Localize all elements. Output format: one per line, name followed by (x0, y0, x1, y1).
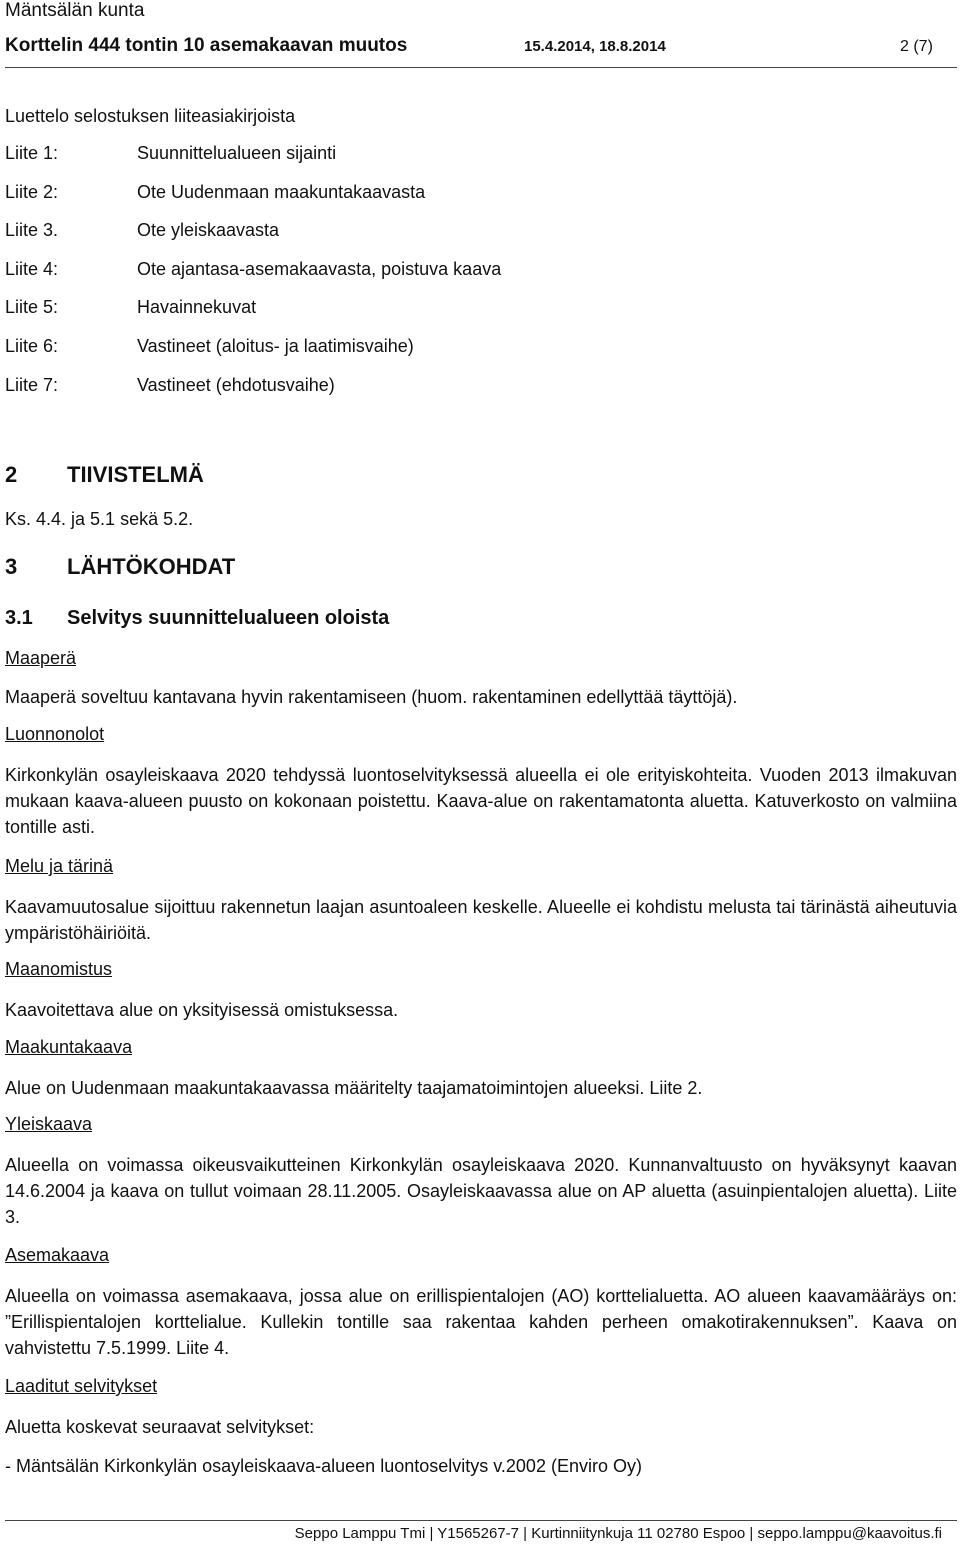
section-number: 3 (5, 554, 18, 579)
appendix-label: Liite 5: (5, 297, 59, 317)
paragraph-detailed-plan: Alueella on voimassa asemakaava, jossa alue on erillispientalojen (AO) korttelialuetta. AO alueen kaavamääräys on: ”Erillispientalojen korttelialue. Kullekin tontille saa rakentaa kahden perheen omakotirakennuksen”. Kaava on vahvistettu 7.5.1999. Liite 4. (5, 1286, 957, 1358)
paragraph-noise: Kaavamuutosalue sijoittuu rakennetun laajan asuntoaleen keskelle. Alueelle ei kohdistu melusta tai tärinästä aiheutuvia ympäristöhäiriöitä. (5, 897, 957, 943)
paragraph-soil: Maaperä soveltuu kantavana hyvin rakentamiseen (huom. rakentaminen edellyttää täyttöjä). (5, 687, 738, 707)
paragraph-master-plan: Alueella on voimassa oikeusvaikutteinen Kirkonkylän osayleiskaava 2020. Kunnanvaltuusto on hyväksynyt kaavan 14.6.2004 ja kaava on tullut voimaan 28.11.2005. Osayleiskaavassa alue on AP aluetta (asuinpientalojen aluetta). Liite 3. (5, 1155, 957, 1227)
section-title: LÄHTÖKOHDAT (67, 554, 236, 579)
subheading-nature: Luonnonolot (5, 724, 105, 744)
section-number: 2 (5, 462, 18, 487)
paragraph-regional-plan: Alue on Uudenmaan maakuntakaavassa määritelty taajamatoimintojen alueeksi. Liite 2. (5, 1078, 703, 1098)
appendix-label: Liite 7: (5, 375, 59, 395)
subheading-master-plan: Yleiskaava (5, 1114, 93, 1134)
appendix-label: Liite 3. (5, 220, 59, 240)
appendix-text: Ote Uudenmaan maakuntakaavasta (137, 182, 426, 202)
section-heading-starting-points (5, 554, 405, 584)
appendix-text: Vastineet (aloitus- ja laatimisvaihe) (137, 336, 414, 356)
paragraph-surveys-intro: Aluetta koskevat seuraavat selvitykset: (5, 1417, 315, 1437)
appendix-list-heading: Luettelo selostuksen liiteasiakirjoista (5, 106, 296, 126)
paragraph-nature: Kirkonkylän osayleiskaava 2020 tehdyssä luontoselvityksessä alueella ei ole erityiskohteita. Vuoden 2013 ilmakuvan mukaan kaava-alueen puusto on kokonaan poistettu. Kaava-alue on rakentamatonta aluetta. Katuverkosto on valmiina tontille asti. (5, 765, 957, 837)
subheading-soil: Maaperä (5, 648, 77, 668)
appendix-text: Suunnittelualueen sijainti (137, 143, 337, 163)
appendix-text: Ote yleiskaavasta (137, 220, 280, 240)
section-number: 3.1 (5, 607, 33, 629)
appendix-label: Liite 6: (5, 336, 59, 356)
section-heading-area-survey (5, 607, 605, 635)
document-dates: 15.4.2014, 18.8.2014 (524, 38, 666, 55)
appendix-text: Vastineet (ehdotusvaihe) (137, 375, 335, 395)
appendix-label: Liite 1: (5, 143, 59, 163)
document-title: Korttelin 444 tontin 10 asemakaavan muutos (5, 35, 408, 56)
page-number: 2 (7) (900, 38, 933, 55)
section-title: Selvitys suunnittelualueen oloista (67, 607, 390, 629)
appendix-label: Liite 4: (5, 259, 59, 279)
header-divider (5, 67, 957, 68)
subheading-noise: Melu ja tärinä (5, 856, 114, 876)
survey-list-item: - Mäntsälän Kirkonkylän osayleiskaava-alueen luontoselvitys v.2002 (Enviro Oy) (5, 1456, 642, 1476)
subheading-land-ownership: Maanomistus (5, 959, 113, 979)
footer-divider (5, 1520, 957, 1521)
paragraph-land-ownership: Kaavoitettava alue on yksityisessä omistuksessa. (5, 1000, 399, 1020)
appendix-text: Havainnekuvat (137, 297, 257, 317)
appendix-label: Liite 2: (5, 182, 59, 202)
appendix-text: Ote ajantasa-asemakaavasta, poistuva kaava (137, 259, 502, 279)
summary-text: Ks. 4.4. ja 5.1 sekä 5.2. (5, 509, 194, 529)
subheading-regional-plan: Maakuntakaava (5, 1037, 133, 1057)
footer-contact: Seppo Lamppu Tmi | Y1565267-7 | Kurtinniitynkuja 11 02780 Espoo | seppo.lamppu@kaavoitus.fi (294, 1525, 942, 1542)
subheading-surveys: Laaditut selvitykset (5, 1376, 158, 1396)
subheading-detailed-plan: Asemakaava (5, 1245, 110, 1265)
section-heading-summary (5, 462, 405, 492)
section-title: TIIVISTELMÄ (67, 462, 204, 487)
organization-name: Mäntsälän kunta (5, 0, 145, 21)
